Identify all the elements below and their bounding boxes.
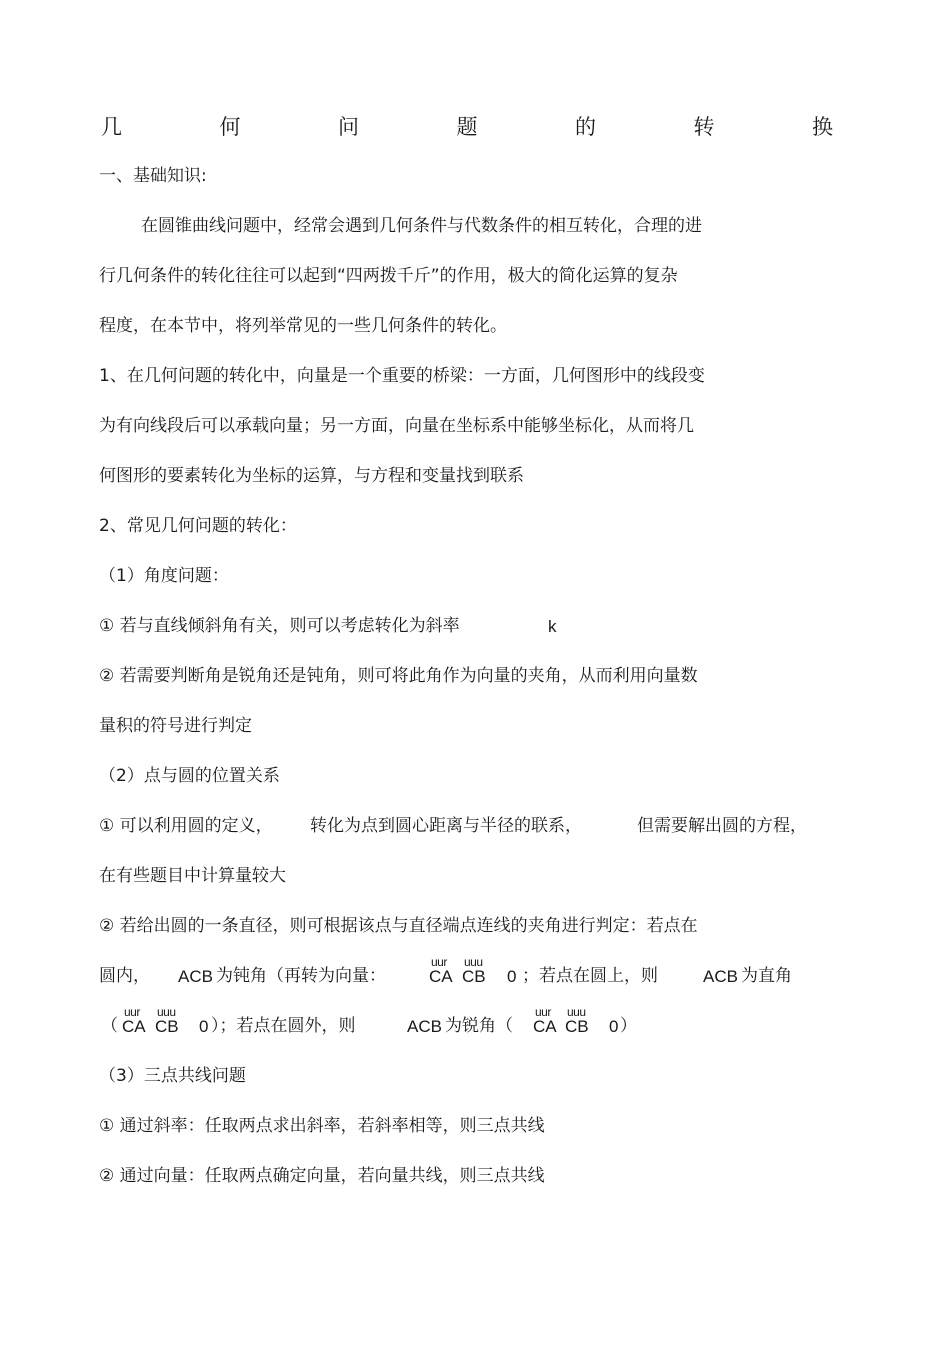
- paragraph-line: 1、在几何问题的转化中，向量是一个重要的桥梁：一方面，几何图形中的线段变: [99, 366, 705, 386]
- text-fragment: 为直角: [741, 966, 792, 986]
- vector-ca: CA: [429, 967, 453, 986]
- title-char: 题: [456, 115, 478, 139]
- paragraph-line: 为有向线段后可以承载向量；另一方面，向量在坐标系中能够坐标化，从而将几: [99, 416, 694, 436]
- list-item-continuation: 量积的符号进行判定: [99, 716, 252, 736]
- vector-arrow: uuu: [464, 955, 483, 969]
- page-title: [101, 114, 833, 140]
- intro-line: 行几何条件的转化往往可以起到“四两拨千斤”的作用，极大的简化运算的复杂: [99, 266, 678, 286]
- section-heading: 一、基础知识:: [99, 166, 207, 186]
- list-item-fragment: 转化为点到圆心距离与半径的联系，: [310, 816, 582, 836]
- text-fragment: 为钝角（再转为向量：: [216, 966, 386, 986]
- list-item: ① 若与直线倾斜角有关，则可以考虑转化为斜率: [99, 616, 460, 636]
- subsection-heading: （1）角度问题：: [99, 566, 229, 586]
- angle-label: ACB: [178, 967, 213, 986]
- text-fragment: ）；若点在圆外，则: [211, 1016, 356, 1036]
- title-char: 问: [338, 115, 359, 139]
- vector-ca: CA: [533, 1017, 557, 1036]
- vector-arrow: uur: [535, 1005, 551, 1019]
- list-item: ② 若需要判断角是锐角还是钝角，则可将此角作为向量的夹角，从而利用向量数: [99, 666, 698, 686]
- section-heading: 2、常见几何问题的转化：: [99, 516, 297, 536]
- vector-cb: CB: [462, 967, 486, 986]
- vector-arrow: uur: [431, 955, 447, 969]
- intro-line: 程度，在本节中，将列举常见的一些几何条件的转化。: [99, 316, 507, 336]
- intro-line: 在圆锥曲线问题中，经常会遇到几何条件与代数条件的相互转化，合理的进: [141, 216, 702, 236]
- title-char: 的: [575, 115, 596, 139]
- paragraph-line: 何图形的要素转化为坐标的运算，与方程和变量找到联系: [99, 466, 524, 486]
- subsection-heading: （3）三点共线问题: [99, 1066, 246, 1086]
- zero-value: 0: [609, 1017, 619, 1036]
- list-item: ① 通过斜率：任取两点求出斜率，若斜率相等，则三点共线: [99, 1116, 545, 1136]
- title-char: 何: [219, 115, 241, 139]
- title-char: 几: [101, 115, 122, 139]
- title-char: 换: [812, 115, 833, 139]
- text-fragment: 圆内，: [99, 966, 150, 986]
- math-variable: k: [548, 617, 557, 636]
- list-item-fragment: 但需要解出圆的方程，: [637, 816, 807, 836]
- text-fragment: ）: [620, 1016, 637, 1036]
- vector-arrow: uuu: [567, 1005, 586, 1019]
- list-item: ① 可以利用圆的定义，: [99, 816, 273, 836]
- angle-label: ACB: [703, 967, 738, 986]
- list-item-continuation: 在有些题目中计算量较大: [99, 866, 286, 886]
- vector-arrow: uuu: [157, 1005, 176, 1019]
- angle-label: ACB: [407, 1017, 442, 1036]
- zero-value: 0: [507, 967, 517, 986]
- text-fragment: ；若点在圆上，则: [522, 966, 658, 986]
- vector-cb: CB: [155, 1017, 179, 1036]
- list-item: ② 若给出圆的一条直径，则可根据该点与直径端点连线的夹角进行判定：若点在: [99, 916, 698, 936]
- text-fragment: （: [101, 1016, 118, 1036]
- vector-cb: CB: [565, 1017, 589, 1036]
- zero-value: 0: [199, 1017, 209, 1036]
- vector-arrow: uur: [124, 1005, 140, 1019]
- text-fragment: 为锐角（: [445, 1016, 513, 1036]
- vector-ca: CA: [122, 1017, 146, 1036]
- subsection-heading: （2）点与圆的位置关系: [99, 766, 280, 786]
- title-char: 转: [693, 115, 715, 139]
- list-item: ② 通过向量：任取两点确定向量，若向量共线，则三点共线: [99, 1166, 545, 1186]
